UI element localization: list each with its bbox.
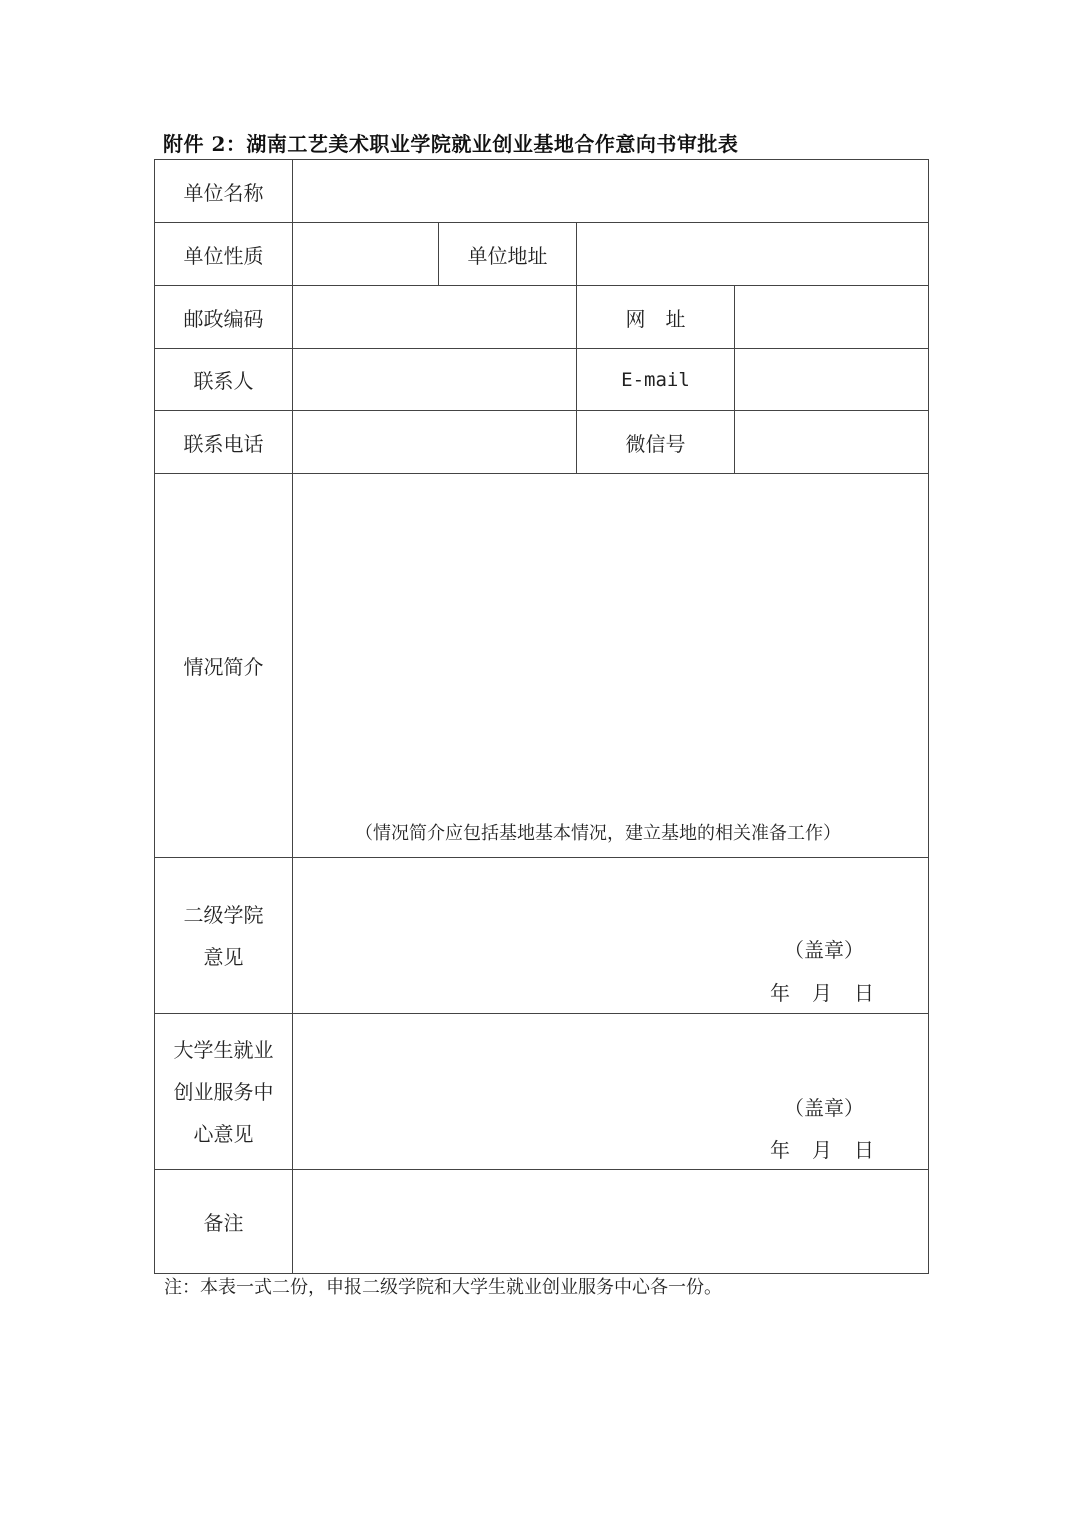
label-contact-person: 联系人 <box>155 349 293 411</box>
label-remarks: 备注 <box>155 1170 293 1274</box>
college-date-month: 月 <box>812 981 832 1005</box>
label-postal-code: 邮政编码 <box>155 286 293 349</box>
center-date-month: 月 <box>812 1138 832 1162</box>
contact-phone-field[interactable] <box>293 411 577 474</box>
unit-address-field[interactable] <box>577 223 929 286</box>
label-center-opinion-line3: 心意见 <box>193 1121 254 1146</box>
label-email: E-mail <box>577 349 735 411</box>
college-opinion-wrap <box>293 858 928 1013</box>
row-contact-phone <box>155 411 929 474</box>
row-college-opinion <box>155 858 929 1014</box>
center-date-day: 日 <box>854 1138 874 1162</box>
label-unit-name: 单位名称 <box>155 160 293 223</box>
intro-field[interactable] <box>293 474 929 858</box>
label-contact-phone: 联系电话 <box>155 411 293 474</box>
label-center-opinion-line1: 大学生就业 <box>173 1037 274 1062</box>
postal-code-field[interactable] <box>293 286 577 349</box>
label-center-opinion-line2: 创业服务中 <box>173 1079 274 1104</box>
intro-hint-wrap <box>293 474 928 857</box>
row-postal-code <box>155 286 929 349</box>
center-opinion-wrap <box>293 1014 928 1169</box>
email-field[interactable] <box>735 349 929 411</box>
college-seal-label: （盖章） <box>784 938 864 962</box>
approval-form-table <box>154 159 929 1274</box>
row-intro <box>155 474 929 858</box>
center-date-year: 年 <box>770 1138 790 1162</box>
center-opinion-field[interactable] <box>293 1014 929 1170</box>
intro-hint: （情况简介应包括基地基本情况，建立基地的相关准备工作） <box>355 823 841 844</box>
label-center-opinion <box>155 1014 293 1170</box>
center-seal-label: （盖章） <box>784 1096 864 1120</box>
form-title: 附件 2：湖南工艺美术职业学院就业创业基地合作意向书审批表 <box>163 132 739 156</box>
row-center-opinion <box>155 1014 929 1170</box>
row-contact-person <box>155 349 929 411</box>
college-opinion-field[interactable] <box>293 858 929 1014</box>
label-intro: 情况简介 <box>155 474 293 858</box>
wechat-field[interactable] <box>735 411 929 474</box>
unit-name-field[interactable] <box>293 160 929 223</box>
center-date <box>770 1134 874 1163</box>
label-college-opinion <box>155 858 293 1014</box>
college-date-year: 年 <box>770 981 790 1005</box>
website-field[interactable] <box>735 286 929 349</box>
contact-person-field[interactable] <box>293 349 577 411</box>
remarks-field[interactable] <box>293 1170 929 1274</box>
unit-nature-field[interactable] <box>293 223 439 286</box>
college-date <box>770 977 874 1006</box>
label-college-opinion-line1: 二级学院 <box>183 902 264 927</box>
label-website: 网 址 <box>577 286 735 349</box>
row-remarks <box>155 1170 929 1274</box>
label-college-opinion-line2: 意见 <box>203 944 244 969</box>
row-unit-nature <box>155 223 929 286</box>
label-unit-address: 单位地址 <box>439 223 577 286</box>
college-date-day: 日 <box>854 981 874 1005</box>
label-wechat: 微信号 <box>577 411 735 474</box>
row-unit-name <box>155 160 929 223</box>
label-unit-nature: 单位性质 <box>155 223 293 286</box>
footnote: 注：本表一式二份，申报二级学院和大学生就业创业服务中心各一份。 <box>164 1277 722 1298</box>
